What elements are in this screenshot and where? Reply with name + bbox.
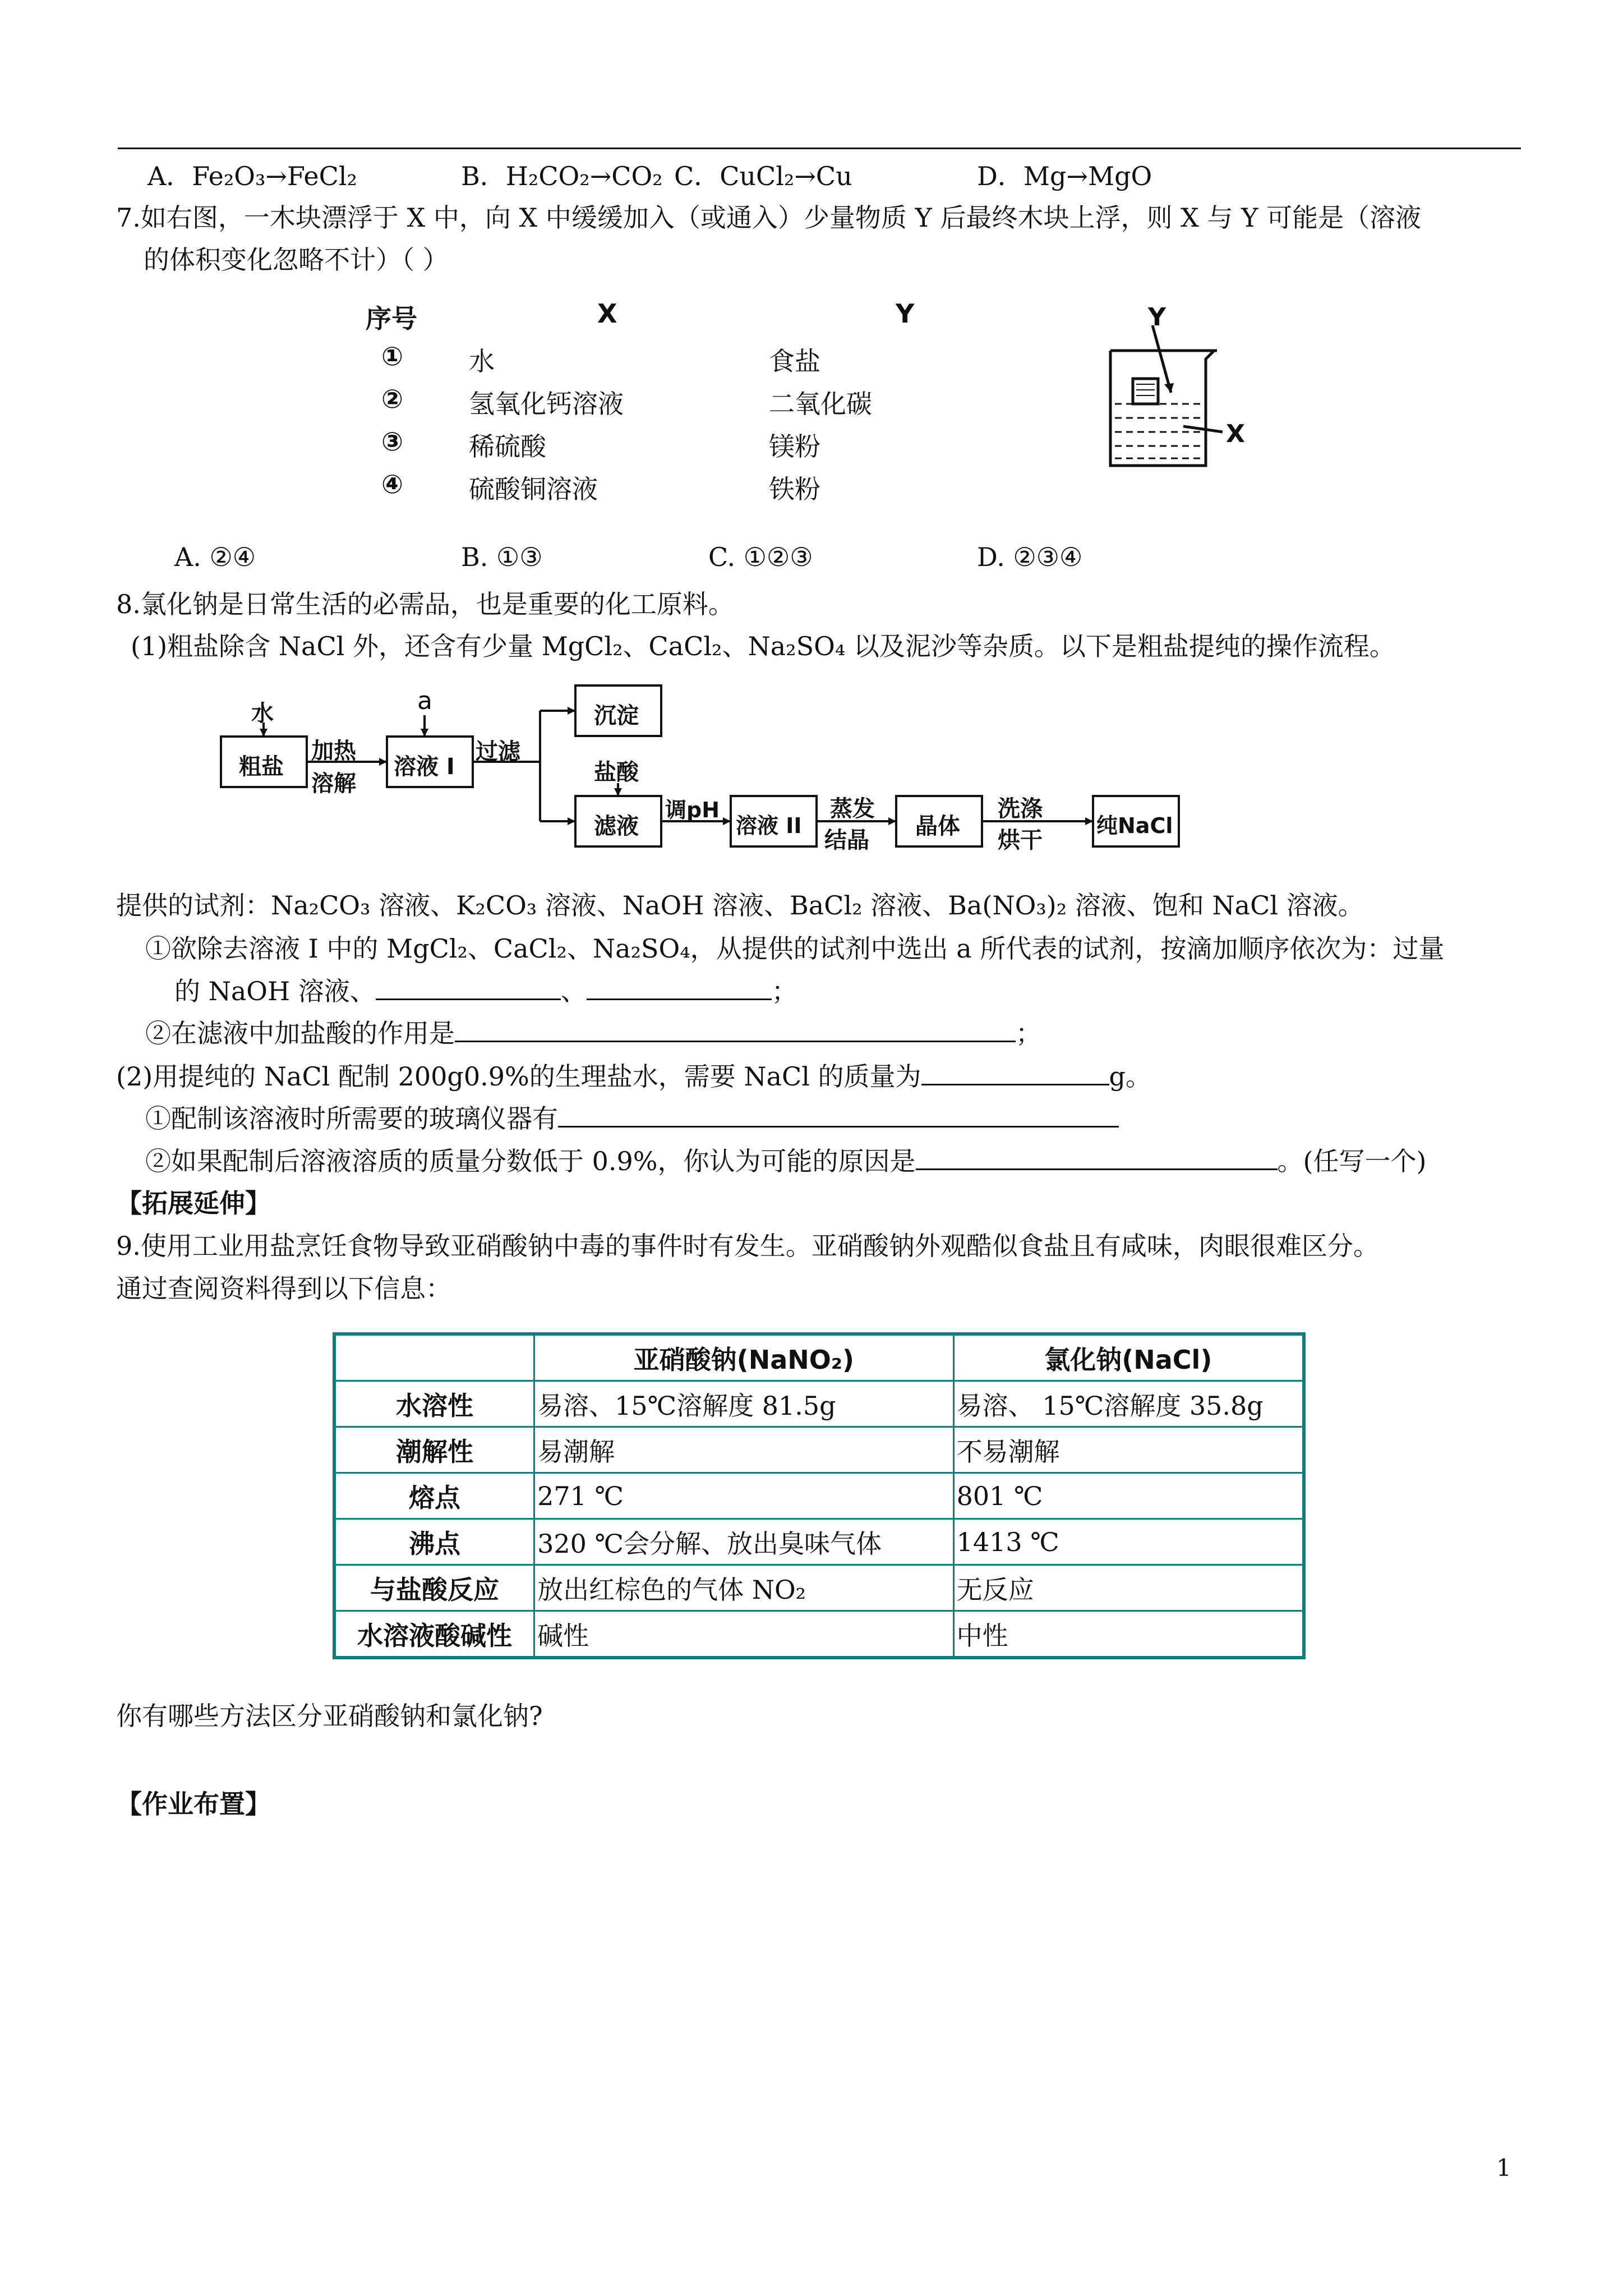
q8-part2-sub1-text: ①配制该溶液时所需要的玻璃仪器有 xyxy=(145,1103,558,1134)
q7-line2: 的体积变化忽略不计）（ ） xyxy=(144,245,449,275)
q8-part2-sub2 xyxy=(145,1141,1426,1178)
flow-solution1: 溶液 I xyxy=(394,754,455,780)
cell-nano2-boiling: 320 ℃会分解、放出臭味气体 xyxy=(534,1519,954,1565)
q8-part2 xyxy=(116,1056,1151,1093)
q7-row4-y: 铁粉 xyxy=(769,474,820,504)
table-header-nacl: 氯化钠(NaCl) xyxy=(953,1334,1304,1381)
flow-heat: 加热 xyxy=(311,738,356,764)
flow-dissolve: 溶解 xyxy=(311,771,356,797)
cell-nano2-deliquescence: 易潮解 xyxy=(534,1427,954,1473)
row-label-solubility: 水溶性 xyxy=(334,1381,534,1427)
q8-sub2 xyxy=(145,1013,1041,1050)
q8-part2-sub2-end: 。(任写一个) xyxy=(1277,1146,1427,1176)
q7-option-d: D. ②③④ xyxy=(977,542,1083,572)
q7-row1-x: 水 xyxy=(469,346,495,376)
q9-line1: 9.使用工业用盐烹饪食物导致亚硝酸钠中毒的事件时有发生。亚硝酸钠外观酷似食盐且有咸味，肉眼很难区分。 xyxy=(116,1231,1379,1261)
cell-nacl-deliquescence: 不易潮解 xyxy=(953,1427,1304,1473)
cell-nacl-hcl-reaction: 无反应 xyxy=(953,1565,1304,1611)
header-rule xyxy=(118,148,1521,149)
q7-row2-y: 二氧化碳 xyxy=(769,389,872,419)
flow-water: 水 xyxy=(251,701,274,726)
q9-line2: 通过查阅资料得到以下信息： xyxy=(116,1273,451,1304)
flow-precipitate: 沉淀 xyxy=(594,703,639,729)
row-label-hcl-reaction: 与盐酸反应 xyxy=(334,1565,534,1611)
table-row xyxy=(334,1427,1304,1473)
table-row xyxy=(334,1381,1304,1427)
flow-crude-salt: 粗盐 xyxy=(239,754,284,780)
q7-row4-x: 硫酸铜溶液 xyxy=(469,474,598,504)
cell-nano2-melting: 271 ℃ xyxy=(534,1473,954,1519)
flow-dry: 烘干 xyxy=(998,827,1043,853)
row-label-acidity: 水溶液酸碱性 xyxy=(334,1611,534,1658)
row-label-boiling: 沸点 xyxy=(334,1519,534,1565)
q8-part1: (1)粗盐除含 NaCl 外，还含有少量 MgCl₂、CaCl₂、Na₂SO₄ 以及泥沙等杂质。以下是粗盐提纯的操作流程。 xyxy=(131,631,1395,661)
cell-nacl-melting: 801 ℃ xyxy=(953,1473,1304,1519)
q7-row3-y: 镁粉 xyxy=(769,431,820,462)
answer-blank-hcl-purpose[interactable] xyxy=(455,1016,1016,1042)
flow-reagent-a: a xyxy=(417,687,432,715)
cell-nano2-acidity: 碱性 xyxy=(534,1611,954,1658)
section-homework: 【作业布置】 xyxy=(116,1789,271,1819)
q8-part2-unit: g。 xyxy=(1109,1061,1151,1092)
table-corner xyxy=(334,1334,534,1381)
q7-option-c: C. ①②③ xyxy=(708,542,813,572)
q8-sub1-text-c: ； xyxy=(771,976,797,1006)
q8-sub2-text: ②在滤液中加盐酸的作用是 xyxy=(145,1018,455,1048)
q7-row3-x: 稀硫酸 xyxy=(469,431,546,462)
q7-row4-no: ④ xyxy=(381,469,403,499)
q8-title: 8.氯化钠是日常生活的必需品，也是重要的化工原料。 xyxy=(116,589,734,619)
q8-sub1-text-b: 、 xyxy=(560,976,587,1006)
table-row xyxy=(334,1519,1304,1565)
answer-blank-reagent1[interactable] xyxy=(376,974,561,1000)
q6-option-b: B．H₂CO₂→CO₂ xyxy=(461,161,663,191)
section-extend: 【拓展延伸】 xyxy=(116,1188,271,1218)
row-label-melting: 熔点 xyxy=(334,1473,534,1519)
figure-label-y: Y xyxy=(1148,303,1166,332)
figure-label-x: X xyxy=(1226,420,1245,448)
q7-header-no: 序号 xyxy=(366,303,417,334)
q8-reagents: 提供的试剂：Na₂CO₃ 溶液、K₂CO₃ 溶液、NaOH 溶液、BaCl₂ 溶液、Ba(NO₃)₂ 溶液、饱和 NaCl 溶液。 xyxy=(116,890,1364,921)
answer-blank-reason[interactable] xyxy=(916,1144,1278,1170)
cell-nacl-boiling: 1413 ℃ xyxy=(953,1519,1304,1565)
q7-option-a: A. ②④ xyxy=(174,542,256,572)
flow-wash: 洗涤 xyxy=(998,796,1043,822)
row-label-deliquescence: 潮解性 xyxy=(334,1427,534,1473)
q7-row2-no: ② xyxy=(381,384,403,414)
flow-evaporate: 蒸发 xyxy=(830,796,875,822)
table-row xyxy=(334,1611,1304,1658)
answer-blank-nacl-mass[interactable] xyxy=(921,1059,1109,1085)
table-row xyxy=(334,1473,1304,1519)
cell-nano2-solubility: 易溶、15℃溶解度 81.5g xyxy=(534,1381,954,1427)
flow-filter: 过滤 xyxy=(476,739,520,765)
flow-solution2: 溶液 II xyxy=(736,813,802,838)
cell-nacl-solubility: 易溶、 15℃溶解度 35.8g xyxy=(953,1381,1304,1427)
q7-option-b: B. ①③ xyxy=(461,542,543,572)
q7-row3-no: ③ xyxy=(381,426,403,457)
q8-sub1-line2 xyxy=(174,971,797,1008)
q9-question: 你有哪些方法区分亚硝酸钠和氯化钠? xyxy=(116,1701,543,1731)
flow-hcl: 盐酸 xyxy=(594,760,639,785)
wood-block-icon xyxy=(1133,379,1158,404)
cell-nacl-acidity: 中性 xyxy=(953,1611,1304,1658)
table-row xyxy=(334,1565,1304,1611)
cell-nano2-hcl-reaction: 放出红棕色的气体 NO₂ xyxy=(534,1565,954,1611)
q8-sub1-text-a: 的 NaOH 溶液、 xyxy=(174,976,376,1006)
flow-crystal: 晶体 xyxy=(915,813,960,839)
q6-option-c: C．CuCl₂→Cu xyxy=(674,161,852,191)
q7-row1-y: 食盐 xyxy=(769,346,820,376)
q6-option-d: D．Mg→MgO xyxy=(977,161,1152,191)
q7-line1: 7.如右图，一木块漂浮于 X 中，向 X 中缓缓加入（或通入）少量物质 Y 后最终木块上浮，则 X 与 Y 可能是（溶液 xyxy=(116,203,1422,233)
q7-header-x: X xyxy=(597,298,617,329)
flow-adjust-ph: 调pH xyxy=(665,798,720,822)
q8-part2-text: (2)用提纯的 NaCl 配制 200g0.9%的生理盐水，需要 NaCl 的质量为 xyxy=(116,1061,921,1092)
q8-sub2-end: ； xyxy=(1016,1018,1041,1048)
flow-crystallize: 结晶 xyxy=(824,827,869,853)
table-header-nano2: 亚硝酸钠(NaNO₂) xyxy=(534,1334,954,1381)
page-number: 1 xyxy=(1496,2154,1511,2182)
q7-header-y: Y xyxy=(896,298,915,329)
flow-filtrate: 滤液 xyxy=(594,813,639,839)
q8-sub1-line1: ①欲除去溶液 I 中的 MgCl₂、CaCl₂、Na₂SO₄，从提供的试剂中选出 a 所代表的试剂，按滴加顺序依次为：过量 xyxy=(145,933,1445,964)
answer-blank-glassware[interactable] xyxy=(558,1101,1119,1128)
q7-row1-no: ① xyxy=(381,341,403,371)
q7-row2-x: 氢氧化钙溶液 xyxy=(469,389,624,419)
answer-blank-reagent2[interactable] xyxy=(587,974,772,1000)
beaker-figure xyxy=(1099,306,1267,474)
q8-part2-sub2-text: ②如果配制后溶液溶质的质量分数低于 0.9%，你认为可能的原因是 xyxy=(145,1146,916,1176)
q6-option-a: A．Fe₂O₃→FeCl₂ xyxy=(147,161,357,191)
beaker-outline xyxy=(1110,351,1214,466)
flow-pure-nacl: 纯NaCl xyxy=(1096,813,1173,838)
q8-part2-sub1 xyxy=(145,1098,1119,1135)
property-table xyxy=(333,1332,1306,1659)
